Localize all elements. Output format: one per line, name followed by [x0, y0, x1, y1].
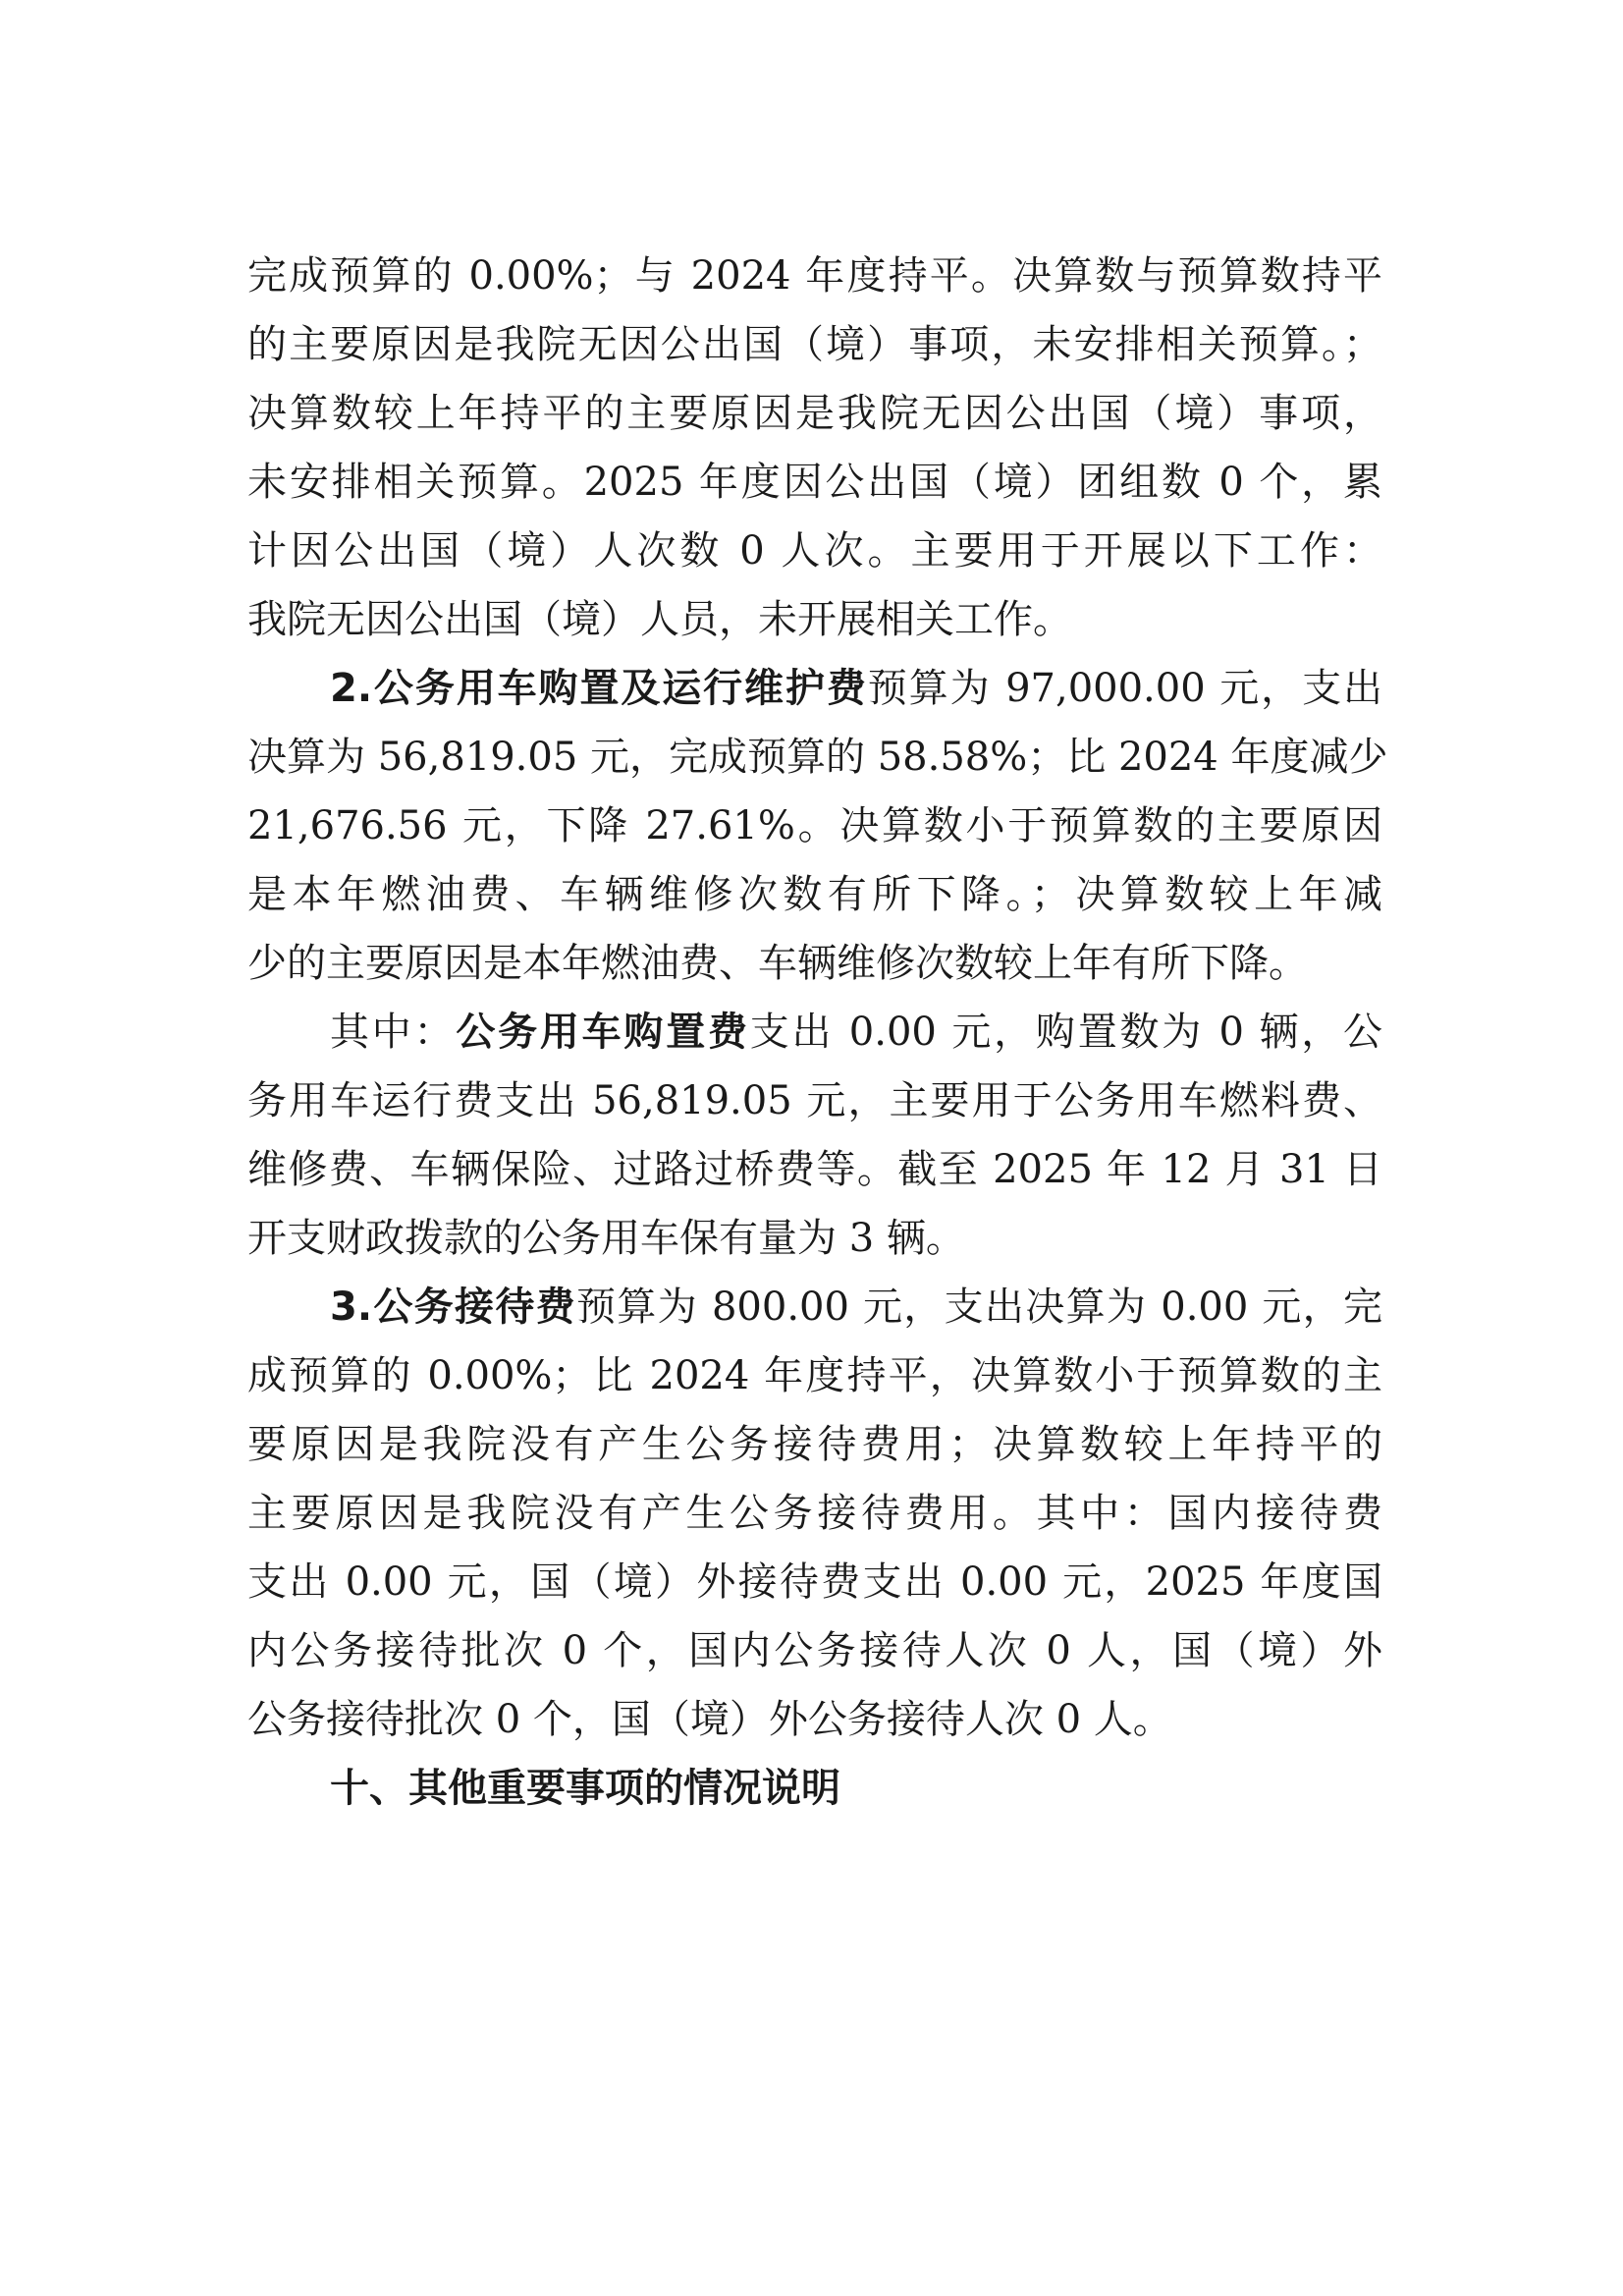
text-line: 是本年燃油费、车辆维修次数有所下降。；决算数较上年减 [247, 872, 1382, 917]
text-fragment: 预算为 97,000.00 元，支出 [867, 666, 1382, 711]
text-line: 完成预算的 0.00%；与 2024 年度持平。决算数与预算数持平 [247, 253, 1382, 299]
text-line: 决算为 56,819.05 元，完成预算的 58.58%；比 2024 年度减少 [247, 735, 1388, 780]
text-line: 主要原因是我院没有产生公务接待费用。其中：国内接待费 [247, 1491, 1382, 1536]
text-line: 计因公出国（境）人次数 0 人次。主要用于开展以下工作： [247, 528, 1382, 574]
text-line: 21,676.56 元，下降 27.61%。决算数小于预算数的主要原因 [247, 803, 1382, 848]
paragraph-vehicle-purchase [247, 998, 1382, 1273]
term-vehicle-purchase: 公务用车购置费 [456, 1010, 750, 1055]
text-line: 的主要原因是我院无因公出国（境）事项，未安排相关预算。； [247, 322, 1382, 367]
text-line: 决算数较上年持平的主要原因是我院无因公出国（境）事项， [247, 391, 1382, 436]
text-line: 支出 0.00 元，国（境）外接待费支出 0.00 元，2025 年度国 [247, 1559, 1382, 1605]
text-fragment: 其中： [330, 1010, 457, 1055]
text-line: 维修费、车辆保险、过路过桥费等。截至 2025 年 12 月 31 日 [247, 1147, 1382, 1192]
section-heading: 十、其他重要事项的情况说明 [330, 1766, 840, 1811]
text-line: 要原因是我院没有产生公务接待费用；决算数较上年持平的 [247, 1422, 1382, 1467]
paragraph-outbound-travel [247, 242, 1382, 654]
text-line: 务用车运行费支出 56,819.05 元，主要用于公务用车燃料费、 [247, 1078, 1382, 1123]
text-line [247, 998, 1382, 1066]
text-line: 内公务接待批次 0 个，国内公务接待人次 0 人，国（境）外 [247, 1628, 1382, 1673]
text-line: 我院无因公出国（境）人员，未开展相关工作。 [247, 597, 1072, 642]
section-label-reception: 3.公务接待费 [330, 1285, 576, 1330]
text-line: 少的主要原因是本年燃油费、车辆维修次数较上年有所下降。 [247, 941, 1308, 986]
text-line [247, 1273, 1382, 1341]
text-line: 公务接待批次 0 个，国（境）外公务接待人次 0 人。 [247, 1697, 1172, 1742]
paragraph-vehicle-expenses [247, 654, 1388, 998]
text-line: 成预算的 0.00%；比 2024 年度持平，决算数小于预算数的主 [247, 1353, 1382, 1398]
text-line: 开支财政拨款的公务用车保有量为 3 辆。 [247, 1216, 965, 1261]
text-line [247, 654, 1382, 723]
section-label-vehicle: 2.公务用车购置及运行维护费 [330, 666, 868, 711]
document-page [247, 242, 1388, 1823]
paragraph-reception-expenses [247, 1273, 1382, 1754]
text-fragment: 预算为 800.00 元，支出决算为 0.00 元，完 [575, 1285, 1382, 1330]
text-line: 未安排相关预算。2025 年度因公出国（境）团组数 0 个，累 [247, 460, 1382, 505]
text-fragment: 支出 0.00 元，购置数为 0 辆，公 [749, 1010, 1383, 1055]
